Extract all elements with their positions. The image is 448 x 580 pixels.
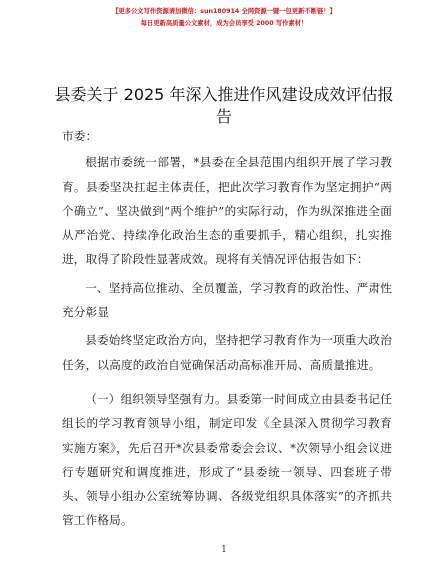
promo-line-1: 【更多公文写作资源请加微信：sun180914 全网资源一键一包更新不断链！】 (112, 8, 336, 15)
promo-line-2: 每日更新高质量公文素材，成为会员享受 2000 写作素材！ (140, 20, 308, 27)
document-body (62, 124, 392, 533)
document-title: 县委关于 2025 年深入推进作风建设成效评估报告 (54, 85, 394, 126)
page-number: 1 (221, 545, 227, 555)
paragraph-3: （一）组织领导坚强有力。县委第一时间成立由县委书记任组长的学习教育领导小组，制定印发《全县深入贯彻学习教育实施方案》，先后召开*次县委常委会会议、*次领导小组会议进行专题研究和调度推进，形成了“县委统一领导、四套班子带头、领导小组办公室统筹协调、各级党组织具体落实”的齐抓共管工作格局。 (62, 391, 392, 528)
promo-banner (0, 6, 448, 30)
intro-paragraph: 根据市委统一部署，*县委在全县范围内组织开展了学习教育。县委坚决扛起主体责任，把此次学习教育作为坚定拥护“两个确立”、坚决做到“两个维护”的实际行动，作为纵深推进全面从严治党、持续净化政治生态的重要抓手，精心组织，扎实推进，取得了阶段性显著成效。现将有关情况评估报告如下： (62, 155, 392, 267)
section-heading-1: 一、坚持高位推动、全员覆盖，学习教育的政治性、严肃性充分彰显 (62, 280, 392, 320)
paragraph-2: 县委始终坚定政治方向，坚持把学习教育作为一项重大政治任务，以高度的政治自觉确保活动高标准开局、高质量推进。 (62, 333, 392, 372)
salutation: 市委： (62, 129, 98, 143)
